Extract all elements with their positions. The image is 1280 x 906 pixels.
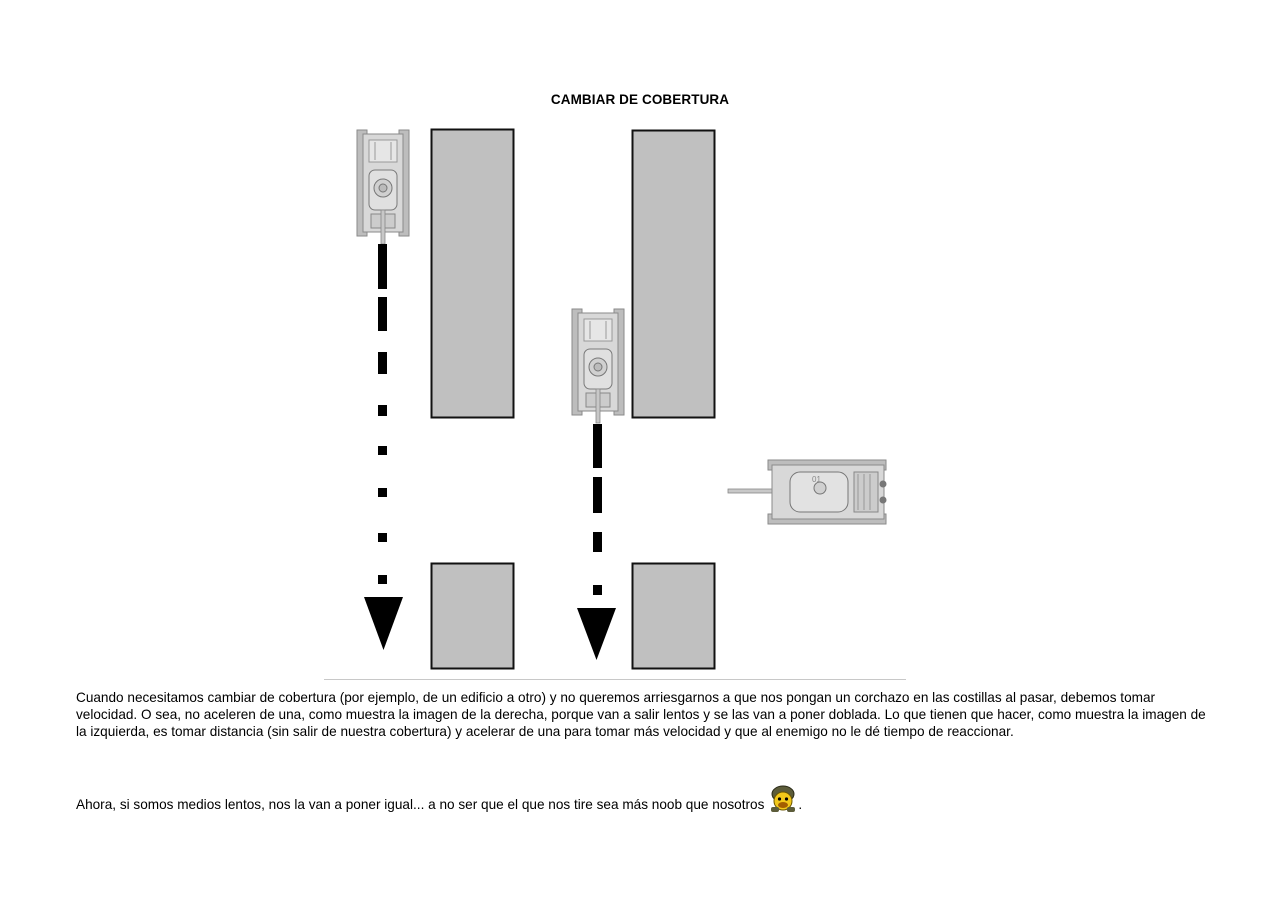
building-bottom-left bbox=[432, 564, 514, 669]
dashed-path-arrow-right bbox=[577, 424, 616, 660]
svg-text:01: 01 bbox=[812, 475, 821, 484]
divider bbox=[324, 679, 906, 680]
building-top-right bbox=[633, 131, 715, 418]
building-top-left bbox=[432, 130, 514, 418]
smiley-helmet-icon bbox=[768, 785, 798, 813]
paragraph-conclusion-text: Ahora, si somos medios lentos, nos la van a poner igual... a no ser que el que nos tire sea más noob que nosotros bbox=[76, 797, 765, 812]
tank-icon-left bbox=[357, 130, 409, 244]
tank-icon-middle bbox=[572, 309, 624, 423]
page-title: CAMBIAR DE COBERTURA bbox=[550, 92, 730, 107]
dashed-path-arrow-left bbox=[364, 244, 403, 650]
paragraph-explanation: Cuando necesitamos cambiar de cobertura (por ejemplo, de un edificio a otro) y no queremos arriesgarnos a que nos pongan un corchazo en las costillas al pasar, debemos tomar velocidad. O sea, no aceleren de una, como muestra la imagen de la derecha, porque van a salir lentos y se las van a poner doblada. Lo que tienen que hacer, como muestra la imagen de la izquierda, es tomar distancia (sin salir de nuestra cobertura) y acelerar de una para tomar más velocidad y que al enemigo no le dé tiempo de reaccionar. bbox=[76, 690, 1206, 739]
enemy-tank-icon bbox=[728, 460, 887, 524]
paragraph-conclusion bbox=[76, 785, 1206, 813]
building-bottom-right bbox=[633, 564, 715, 669]
paragraph-conclusion-period: . bbox=[798, 797, 803, 812]
